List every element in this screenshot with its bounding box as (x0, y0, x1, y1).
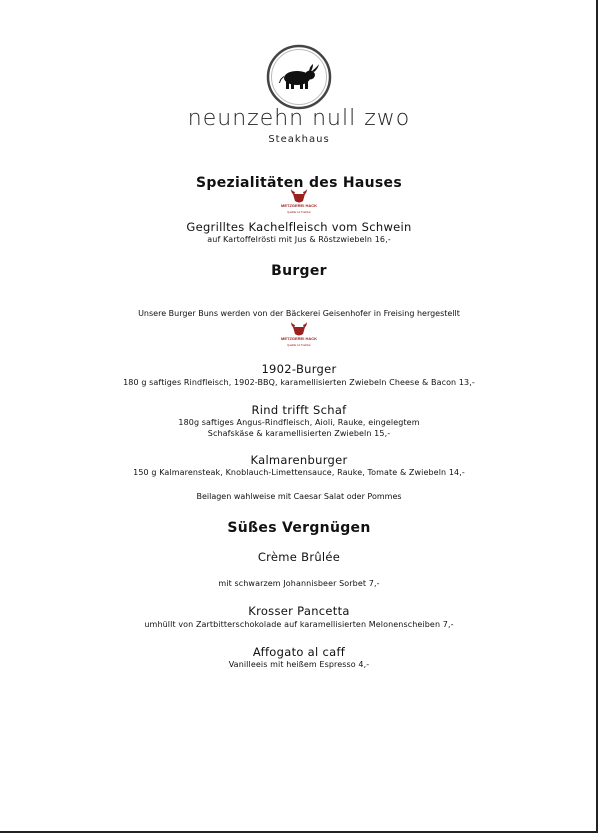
item-title: Gegrilltes Kachelfleisch vom Schwein (186, 220, 412, 234)
section-title-burger: Burger (271, 263, 327, 279)
brand-name: neunzehn null zwo (187, 106, 411, 131)
item-title: Krosser Pancetta (248, 604, 350, 618)
bull-logo (266, 44, 332, 110)
butcher-badge-tagline: Qualität mit Tradition (287, 211, 311, 214)
butcher-badge-name: METZGEREI HACK (281, 336, 317, 341)
item-title: 1902-Burger (261, 362, 337, 376)
butcher-badge-tagline: Qualität mit Tradition (287, 344, 311, 347)
butcher-badge (281, 322, 317, 348)
item-description: Vanilleeis mit heißem Espresso 4,- (228, 660, 370, 669)
item-description: Schafskäse & karamellisierten Zwiebeln 15,- (207, 429, 391, 438)
brand-subtitle: Steakhaus (268, 134, 330, 145)
item-description: mit schwarzem Johannisbeer Sorbet 7,- (218, 579, 380, 588)
item-description: umhüllt von Zartbitterschokolade auf karamellisierten Melonenscheiben 7,- (144, 620, 454, 629)
butcher-badge (281, 189, 317, 215)
item-title: Crème Brûlée (257, 550, 341, 564)
item-description: auf Kartoffelrösti mit Jus & Röstzwiebeln 16,- (207, 235, 391, 244)
item-description: 180g saftiges Angus-Rindfleisch, Aioli, Rauke, eingelegtem (178, 418, 420, 427)
burger-note: Unsere Burger Buns werden von der Bäckerei Geisenhofer in Freising hergestellt (138, 309, 460, 318)
section-title-specials: Spezialitäten des Hauses (196, 175, 402, 191)
butcher-badge-name: METZGEREI HACK (281, 203, 317, 208)
item-title: Kalmarenburger (250, 453, 348, 467)
item-description: 180 g saftiges Rindfleisch, 1902-BBQ, karamellisierten Zwiebeln Cheese & Bacon 13,- (123, 378, 475, 387)
item-title: Rind trifft Schaf (251, 403, 347, 417)
section-title-dessert: Süßes Vergnügen (227, 520, 371, 536)
item-title: Affogato al caff (252, 645, 346, 659)
burger-side-note: Beilagen wahlweise mit Caesar Salat oder Pommes (196, 492, 402, 501)
item-description: 150 g Kalmarensteak, Knoblauch-Limettensauce, Rauke, Tomate & Zwiebeln 14,- (133, 468, 465, 477)
